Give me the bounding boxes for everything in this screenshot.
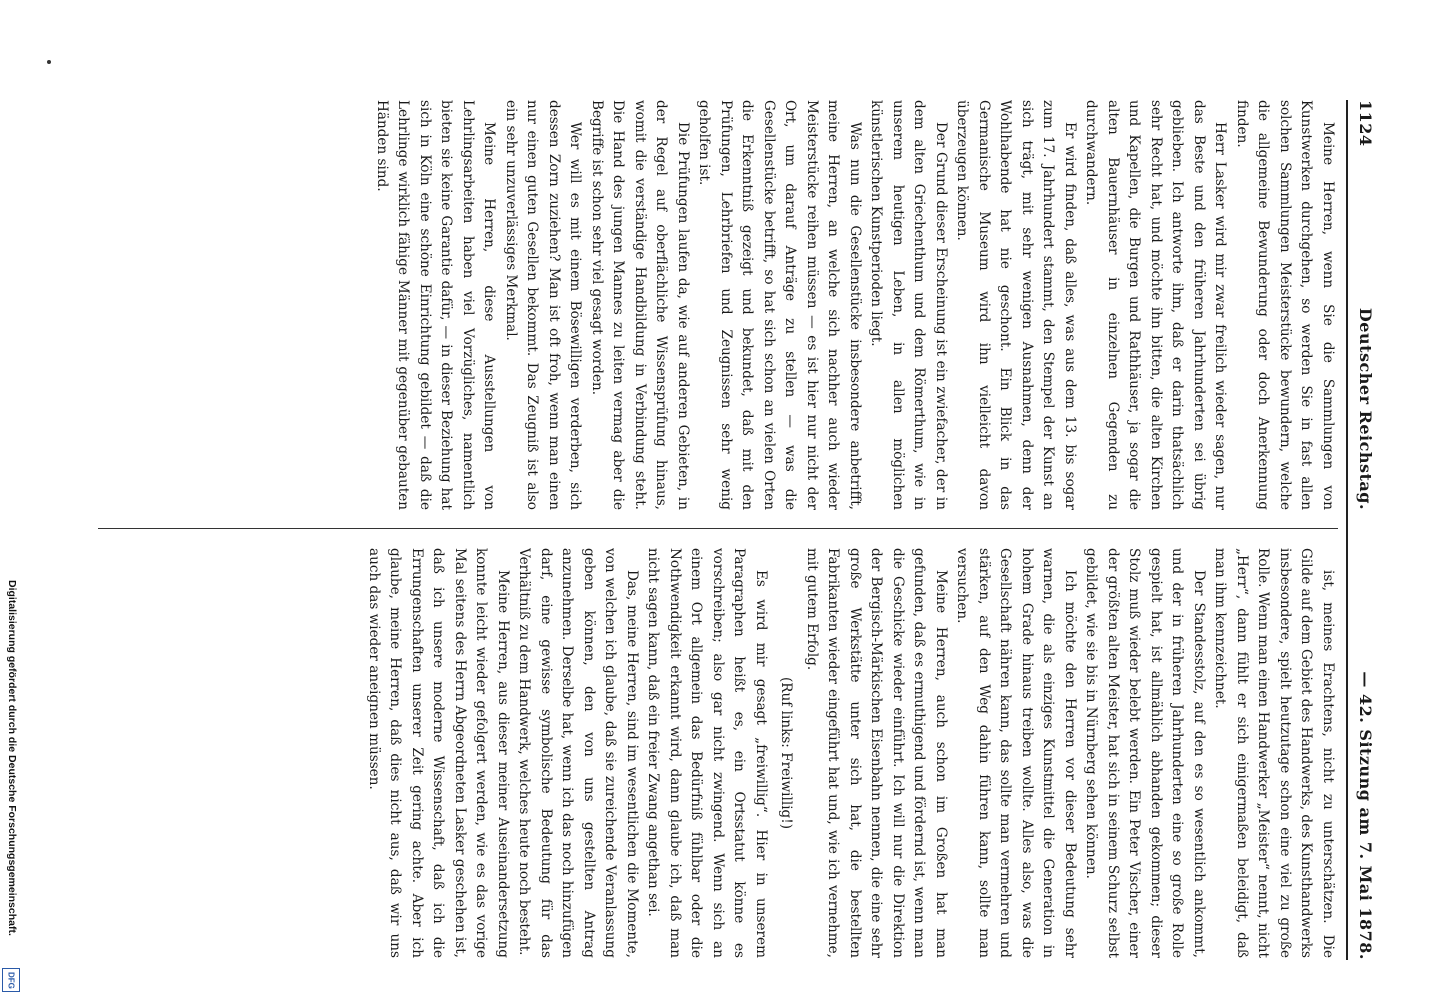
paragraph: Wer will es mit einem Bösewilligen verderben, sich dessen Zorn zuziehen? Man ist oft froh, wenn man einen nur einen guten Gesellen bekommt. Das Zeugniß ist also ein sehr unzuverlässiges Merkmal. [503,100,584,510]
paragraph: Die Prüfungen laufen da, wie auf anderen Gebieten, in der Regel auf oberflächliche Wissensprüfung hinaus, womit die verständige Handbildung in Verbindung steht. Die Hand des jungen Mannes zu leiten vermag aber die Begriffe ist schon sehr viel gesagt worden. [589,100,691,510]
left-column [98,100,1338,510]
right-column [98,548,1338,958]
interjection: (Ruf links: Freiwillig!) [778,676,795,830]
paragraph: Meine Herren, wenn Sie die Sammlungen von Kunstwerken durchgehen, so werden Sie in fast allen solchen Sammlungen Meisterstücke bewundern, welche die allgemeine Bewunderung oder doch Anerkennung finden. [1234,100,1336,510]
session-info: — 42. Sitzung am 7. Mai 1878. [1356,671,1376,960]
header-rule [1346,100,1348,960]
digitization-note: Digitalisierung gefördert durch die Deutsche Forschungsgemeinschaft. [6,580,18,936]
paragraph: ist, meines Erachtens, nicht zu unterschätzen. Die Gilde auf dem Gebiet des Handwerks, des Kunsthandwerks insbesondere, spielt heutzutage schon eine viel zu große Rolle. Wenn man einen Handwerker „Meister“ nennt, nicht „Herr“, dann fühlt er sich einigermaßen beleidigt, daß man ihm kennzeichnet. [1212,548,1336,958]
paragraph: Meine Herren, auch schon im Großen hat man gefunden, daß es ermuthigend und fördernd ist, wenn man die Geschicke wieder einführt. Ich will nur die Direktion der Bergisch-Märkischen Eisenbahn nennen, die eine sehr große Werkstätte unter sich hat, die bestellten Fabrikanten wieder eingeführt hat und, wie ich vernehme, mit gutem Erfolg. [804,548,949,958]
scan-speck [47,60,51,64]
paragraph: Es wird mir gesagt „freiwillig“. Hier in unserem Paragraphen heißt es, ein Ortsstatut könne es vorschreiben; also gar nicht zwingend. Wenn sich an einem Ort allgemein das Bedürfniß fühlbar oder die Nothwendigkeit erkannt wird, dann glaube ich, daß man nicht sagen kann, daß ein freier Zwang angethan sei. [645,548,769,958]
page-number: 1124 [1356,100,1376,147]
paragraph: Meine Herren, aus dieser meiner Auseinandersetzung konnte leicht wieder gefolgert werden, wie es das vorige Mal seitens des Herrn Abgeordneten Lasker geschehen ist, daß ich unsere moderne Wissenschaft, daß ich die Errungenschaften unserer Zeit gering achte. Aber ich glaube, meine Herren, daß dies nicht aus, daß wir uns auch das wieder aneignen müssen. [366,548,511,958]
paragraph: Das, meine Herren, sind im wesentlichen die Momente, von welchen ich glaube, daß sie zureichende Veranlassung geben können, den von uns gestellten Antrag anzunehmen. Derselbe hat, wenn ich das noch hinzufügen darf, eine gewisse symbolische Bedeutung für das Verhältniß zu dem Handwerk, welches heute noch besteht. [516,548,640,958]
paragraph: Ich möchte den Herren vor dieser Bedeutung sehr warnen, die als einziges Kunstmittel die Generation in hohem Grade hinaus treiben wollte. Alles also, was die Gesellschaft nähren kann, das sollte man vermehren und stärken, auf den Weg dahin führen kann, sollte man versuchen. [954,548,1078,958]
dfg-logo: DFG [2,968,20,992]
digitization-margin [0,0,18,1000]
paragraph: Der Standesstolz, auf den es so wesentlich ankommt, und der in früheren Jahrhunderten eine so große Rolle gespielt hat, ist allmählich abhanden gekommen; dieser Stolz muß wieder belebt werden. Ein Peter Vischer, einer der größten alten Meister, hat sich in seinem Schurz selbst gebildet, wie sie bis in Nürnberg sehen können. [1083,548,1207,958]
paragraph: Meine Herren, diese Ausstellungen von Lehrlingsarbeiten haben viel Vorzügliches, namentlich bieten sie keine Garantie dafür, — in dieser Beziehung hat sich in Köln eine schöne Einrichtung gebildet — daß die Lehrlinge wirklich fähige Männer mit gegenüber gebauten Händen sind. [374,100,498,510]
journal-title: Deutscher Reichstag. [1356,307,1376,511]
paragraph: Der Grund dieser Erscheinung ist ein zwiefacher, der in dem alten Griechenthum und dem Römerthum, wie in unserem heutigen Leben, in allen möglichen künstlerischen Kunstperioden liegt. [868,100,949,510]
column-divider [98,528,1338,529]
paragraph: Was nun die Gesellenstücke insbesondere anbetrifft, meine Herren, an welche sich nachher auch wieder Meisterstücke reihen müssen — es ist hier nur nicht der Ort, um darauf Anträge zu stellen — was die Gesellenstücke betrifft, so hat sich schon an vielen Orten die Erkenntniß gezeigt und bekundet, daß mit den Prüfungen, Lehrbriefen und Zeugnissen sehr wenig geholfen ist. [696,100,863,510]
paragraph: Herr Lasker wird mir zwar freilich wieder sagen, nur das Beste und den früheren Jahrhunderten sei übrig geblieben. Ich antworte ihm, daß er darin thatsächlich sehr Recht hat, und möchte ihn bitten, die alten Kirchen und Kapellen, die Burgen und Rathhäuser, ja sogar die alten Bauernhäuser in einzelnen Gegenden zu durchwandern. [1083,100,1229,510]
rotated-content [82,70,1382,970]
paragraph: Er wird finden, daß alles, was aus dem 13. bis sogar zum 17. Jahrhundert stammt, den Stempel der Kunst an sich trägt, mit sehr wenigen Ausnahmen, denn der Wohlhabende hat nie geschont. Ein Blick in das Germanische Museum wird ihn vielleicht davon überzeugen können. [954,100,1078,510]
page-header [1350,100,1382,960]
